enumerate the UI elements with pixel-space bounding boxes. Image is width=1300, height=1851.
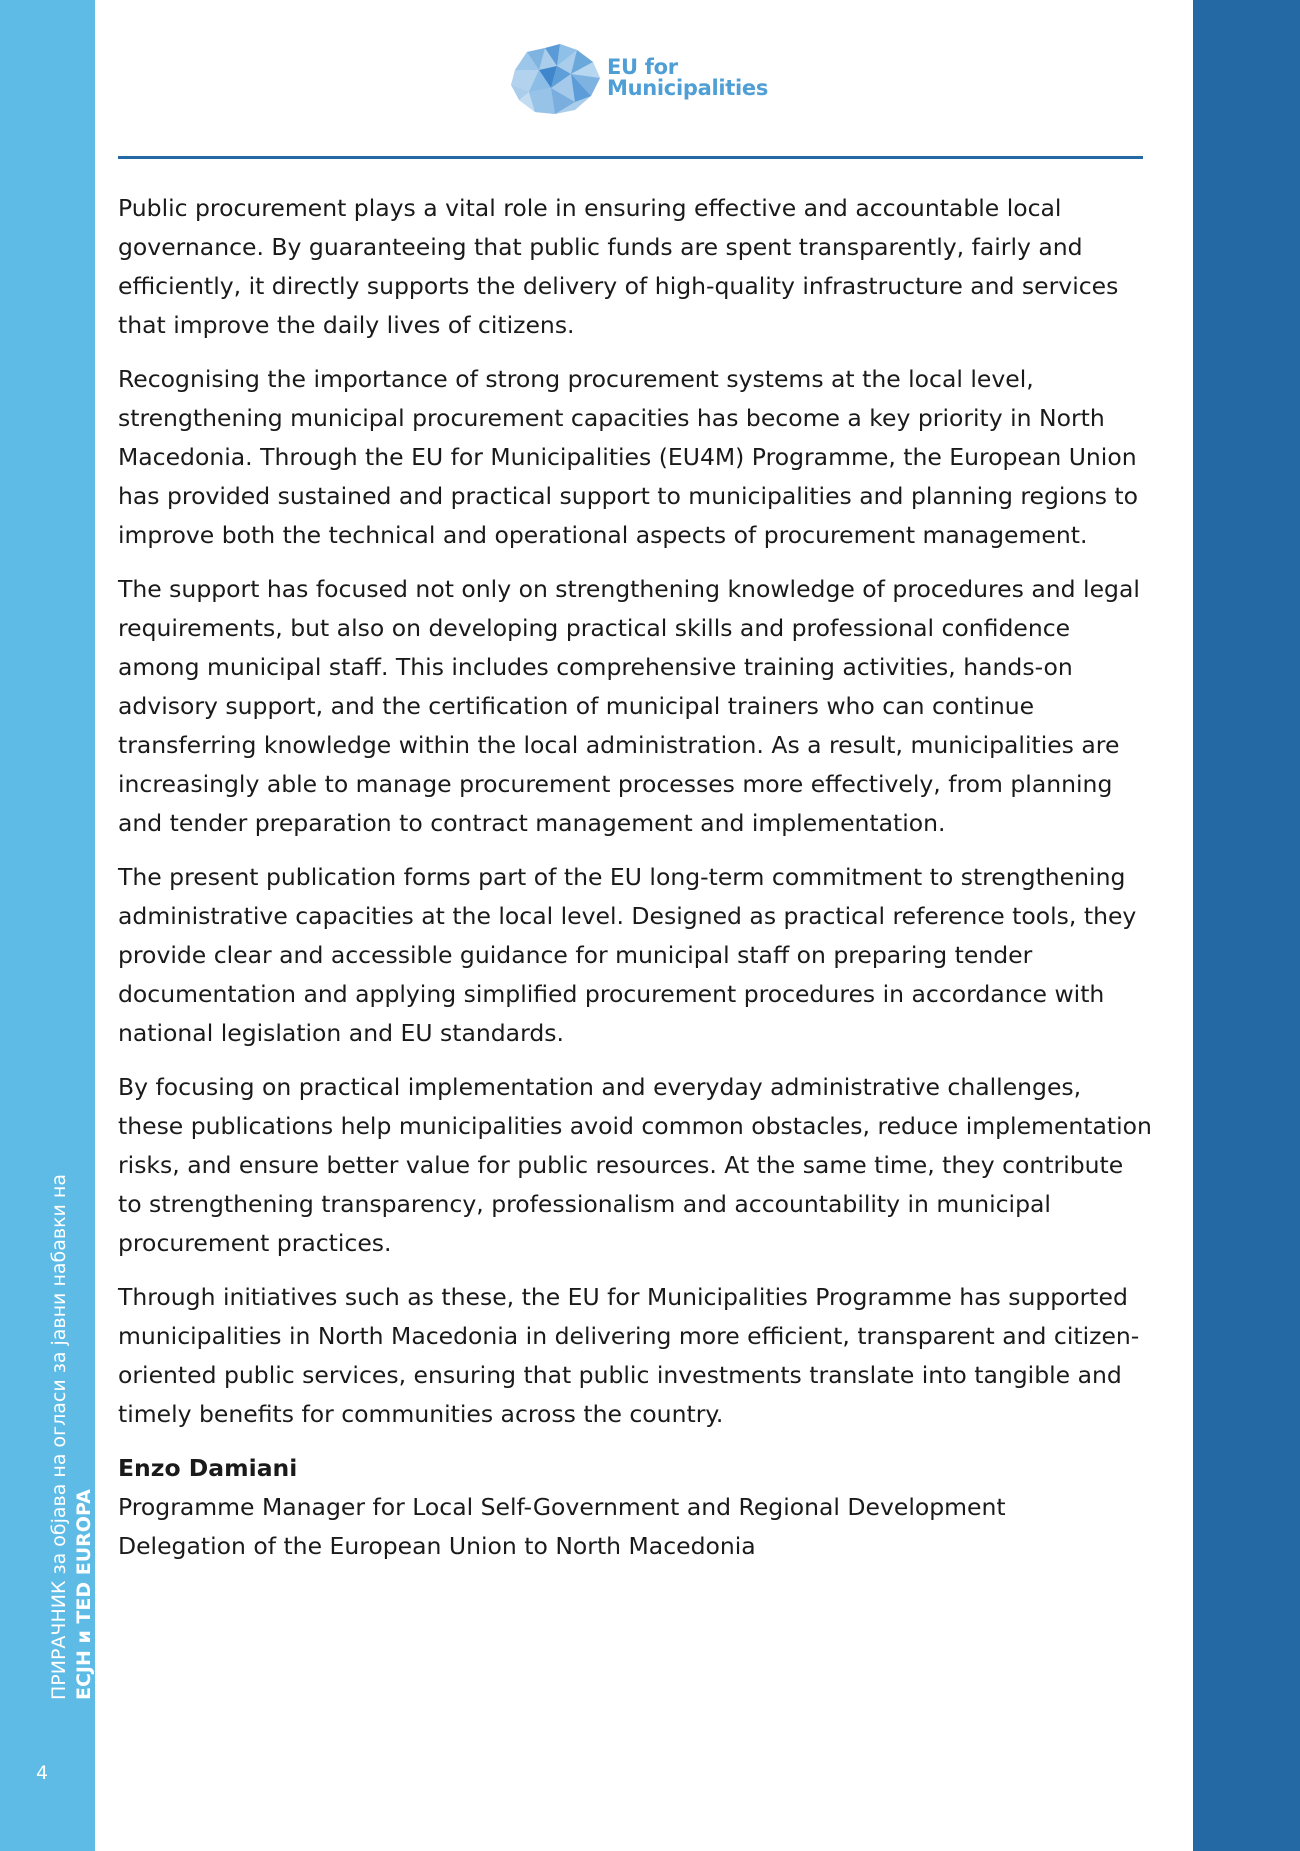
logo-line1: EU for [607, 55, 678, 79]
foreword-body [118, 189, 1153, 1566]
paragraph-1: Public procurement plays a vital role in ensuring effective and accountable local governance. By guaranteeing that public funds are spent transparently, fairly and efficiently, it directly supports the delivery of high-quality infrastructure and services that improve the daily lives of citizens. [118, 194, 1119, 339]
signatory-title: Programme Manager for Local Self-Government and Regional Development [118, 1493, 1006, 1521]
signature-block [118, 1449, 1153, 1566]
page-number: 4 [36, 1762, 49, 1784]
paragraph-2: Recognising the importance of strong procurement systems at the local level, strengthening municipal procurement capacities has become a key priority in North Macedonia. Through the EU for Municipalities (EU4M) Programme, the European Union has provided sustained and practical support to municipalities and planning regions to improve both the technical and operational aspects of procurement management. [118, 365, 1139, 549]
vertical-title-line1: ПРИРАЧНИК за објава на огласи за јавни набавки на [48, 1174, 70, 1700]
signatory-name: Enzo Damiani [118, 1454, 298, 1482]
signatory-organisation: Delegation of the European Union to North Macedonia [118, 1532, 756, 1560]
header-divider [118, 156, 1143, 159]
logo-wordmark [607, 57, 768, 99]
eu-for-municipalities-logo [505, 40, 769, 120]
logo-line2: Municipalities [607, 76, 769, 100]
paragraph-6: Through initiatives such as these, the EU for Municipalities Programme has supported municipalities in North Macedonia in delivering more efficient, transparent and citizen-oriented public services, ensuring that public investments translate into tangible and timely benefits for communities across the country. [118, 1283, 1140, 1428]
paragraph-3: The support has focused not only on strengthening knowledge of procedures and legal requirements, but also on developing practical skills and professional confidence among municipal staff. This includes comprehensive training activities, hands-on advisory support, and the certification of municipal trainers who can continue transferring knowledge within the local administration. As a result, municipalities are increasingly able to manage procurement processes more effectively, from planning and tender preparation to contract management and implementation. [118, 575, 1140, 837]
paragraph-4: The present publication forms part of the EU long-term commitment to strengthening administrative capacities at the local level. Designed as practical reference tools, they provide clear and accessible guidance for municipal staff on preparing tender documentation and applying simplified procurement procedures in accordance with national legislation and EU standards. [118, 863, 1137, 1047]
vertical-title-line2: ЕСЈН и TED EUROPA [73, 1489, 95, 1700]
left-sidebar-band [0, 0, 95, 1851]
right-sidebar-band [1193, 0, 1300, 1851]
paragraph-5: By focusing on practical implementation and everyday administrative challenges, these publications help municipalities avoid common obstacles, reduce implementation risks, and ensure better value for public resources. At the same time, they contribute to strengthening transparency, professionalism and accountability in municipal procurement practices. [118, 1073, 1152, 1257]
vertical-document-title [47, 1174, 97, 1700]
map-mosaic-icon [505, 40, 605, 120]
